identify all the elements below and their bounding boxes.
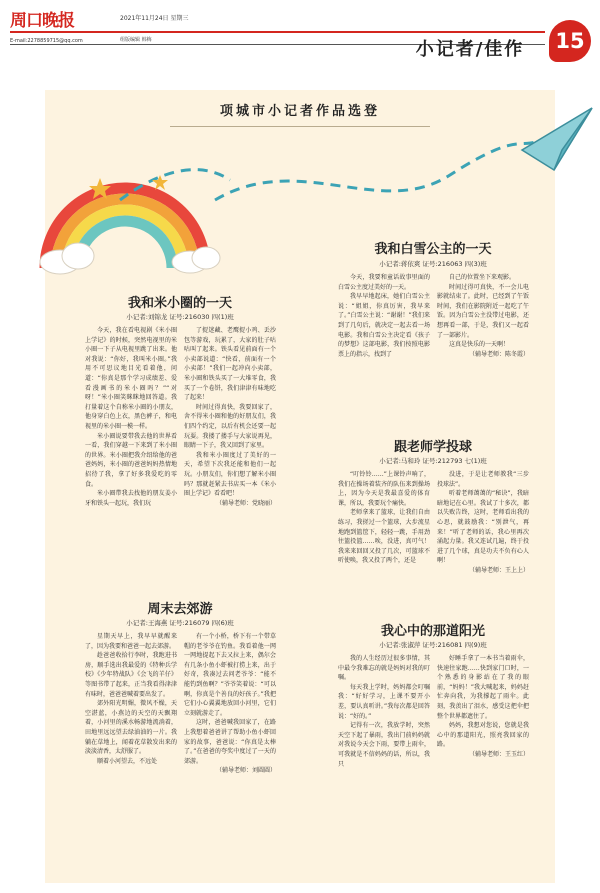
paragraph: 我和米小圈度过了美好的一天，希望下次我还能和他们一起玩。小朋友们，你们想了解米小圈吗？那就赶紧去书店买一本《米小圈上学记》看看吧！: [184, 451, 276, 498]
issue-date: 2021年11月24日 星期三: [120, 15, 189, 22]
paragraph: 我的人生经历过很多事情，其中最令我难忘的就是妈妈对我的叮嘱。: [338, 655, 430, 682]
editor-credit: 组版编辑 韩梅: [120, 37, 152, 43]
paragraph: 这真是快乐的一天啊！: [449, 341, 510, 349]
tutor-credit: （辅导老师：党晓丽）: [215, 499, 276, 507]
paragraph: 星期天早上，我早早就醒来了，因为我要和爸爸一起去郊游。: [85, 633, 177, 650]
paragraph: 今天，我在看电视剧《米小圈上学记》的时候，突然电视里的米小圈一下子从电视里跳了出来。他对我说：“你好，我叫米小圈。”我用不可思议地目光看着他，问道：“你真是那个学习成绩差、爱看漫画书的米小圈吗？”“对呀！”米小圈笑眯眯地回答道。我打量着这个自称米小圈的小朋友，他身穿白色上衣，黑色裤子，和电视里的米小圈一模一样。: [85, 327, 177, 430]
paragraph: 我早早地起床，她们白雪公主说：“姐姐，你真厉害，我早来了。”白雪公主说：“谢谢！”我们来到了几句后，就决定一起去看一场电影。我和白雪公主决定看《孩子的梦想》这部电影，我们按照电影票上的指示，找到了: [338, 293, 430, 358]
article-title: 我和白雪公主的一天: [374, 242, 492, 257]
paragraph: 每天我上学时，妈妈都会叮嘱我：“好好学习，上课不要开小差，要认真听讲。”我每次都是回答说：“好的。”: [338, 683, 430, 720]
paragraph: 米小圈说要带我去他的世界看一看，我们穿越一下来到了米小圈的世界。米小圈把我介绍给他的爸爸妈妈，米小圈的爸爸妈妈热情地招待了我，拿了好多我爱吃的零食。: [85, 432, 177, 488]
page-number-badge: 15: [549, 20, 591, 62]
paragraph: 今天，我要和童话故事里面的白雪公主度过美好的一天。: [338, 274, 430, 291]
panel-title: 项城市小记者作品选登: [219, 104, 380, 119]
article-title: 周末去郊游: [147, 602, 213, 617]
contact-email: E-mail:2278859715@qq.com: [10, 38, 83, 44]
tutor-credit: （辅导老师：陈冬霞）: [468, 350, 529, 358]
article-column: [85, 326, 177, 561]
article-column: [338, 470, 430, 590]
paragraph: “叮铃铃……”上课铃声响了，我们在操场着装齐的队伍来到操场上，因为今天是我最喜爱的体育课，所以，我要玩个痛快。: [338, 471, 430, 507]
paragraph: 这时，爸爸喊我回家了，在路上我想着爸爸讲了帮助小鱼小虾回家的故事，爸爸说：“你真是太棒了。”在爸爸的夸奖中度过了一天的郊游。: [184, 719, 276, 765]
article-title: 我心中的那道阳光: [380, 624, 485, 639]
article-column: [437, 470, 529, 590]
article-byline: 小记者:张淑萍 证号:216081 四(9)班: [379, 641, 487, 649]
paragraph: 顺着小河望去，不远处: [97, 757, 158, 765]
paragraph: 有一个小桥，桥下有一个带草帽的老爷爷在钓鱼。我看着他一网一网地提起下去又拉上来，偶尔会有几条小鱼小虾被打捞上来，出于好奇，我凑过去问老爷爷：“能不能钓到鱼啊？”爷爷笑着说：“可以啊，你真是个善良的好孩子。”我把它们小心翼翼地放回小河里，它们立刻就游走了。: [184, 633, 276, 717]
article-byline: 小记者:王海燕 证号:216079 四(6)班: [126, 619, 234, 627]
paragraph: 时间过得真快，我要回家了，舍不得米小圈和他的好朋友们，我们四个约定，以后有机会还要一起玩耍。我搂了搂手与大家说再见，眼睛一下子，我又回到了家里。: [184, 403, 276, 450]
article-byline: 小记者:马和玲 证号:212793 七(1)班: [379, 457, 487, 465]
tutor-credit: （辅导老师：刘圆圆）: [215, 767, 276, 775]
paragraph: 好睡手拿了一本书当着雨伞，快速往家跑……快到家门口时，一个熟悉的身影站在了我的眼前，“妈妈！”我大喊起来，妈妈赶忙奔向我，为我撑起了雨伞。此刻，我羡出了泪水，感受这把伞把整个世界都遮住了。: [437, 655, 529, 720]
article-column: [184, 326, 276, 561]
paragraph: 趁爸爸收拾行李时，我跑进书房，顺手选出我最爱的《特种兵学校》《少年特战队》《会飞的羊仔》等图书带了起来，正当我看得津津有味时，爸爸爸喊着要出发了。: [85, 652, 177, 698]
paragraph: 妈妈，我想对您说，您就是我心中的那道阳光，照亮我回家的路。: [437, 722, 529, 749]
article-column: [338, 273, 430, 405]
article-column: [184, 632, 276, 872]
masthead-rule: [10, 31, 545, 33]
paragraph: 了捉迷藏、老鹰捉小鸡、丢沙包等游戏，玩累了，大家的肚子咕咕叫了起来。铁头看见前面有一个小卖部说道：“快看，前面有一个小卖部！”我们一起冲向小卖部，米小圈和铁头买了一大堆零食，我买了一个卷饼，我们津津有味地吃了起来！: [184, 327, 276, 402]
article-column: [338, 654, 430, 854]
article-column: [437, 654, 529, 854]
article-byline: 小记者:蒋依爽 证号:216063 四(3)班: [379, 260, 487, 268]
article-byline: 小记者:刘锦龙 证号:216030 四(1)班: [126, 313, 234, 321]
article-title: 跟老师学投球: [393, 440, 472, 455]
paragraph: 郊外阳光明媚，微风不燥，天空湛蓝，小燕边的天空的天飘翔着，小河里的溪水畅游地流淌着，田地里远远望去绿油油的一片。我躺在草地上，闻着花草散发出来的淡淡清香，太舒服了。: [85, 700, 177, 756]
tutor-credit: （辅导老师：王上上）: [468, 566, 529, 574]
paragraph: 自己的位置坐下来观影。: [449, 274, 516, 281]
paragraph: 没进，于是让老师教我“三步投球法”。: [437, 471, 529, 488]
article-title: 我和米小圈的一天: [127, 296, 232, 311]
article-column: [437, 273, 529, 405]
article-column: [85, 632, 177, 872]
paragraph: 听着老师蔼蔼的“秘诀”，我暗暗地记在心里。我试了十多次，都以失败告终，这时，老师看出我的心思，就鼓励我：“别泄气，再来！”听了老师的话，我心里再次涌起力量。我又连试几遍，终于投进了几个球，真是功夫不负有心人啊！: [437, 490, 529, 565]
paragraph: 时间过得可真快，不一会儿电影就结束了。此时，已经到了午饭时间，我们在影院附近一起吃了午饭。因为白雪公主没带过电影，还想再看一部，于是，我们又一起看了一部影片。: [437, 283, 529, 339]
paragraph: 老师拿来了篮球，让我们自由练习，我搓过一个篮球，大步流星地跑到篮筐下，轻轻一跳，手用劲往篮投篮……唉，没进，真可气！我来来回回又投了几次，可篮球不听使唤，我又投了两个，还是: [338, 509, 430, 565]
newspaper-logo: 周口晚报: [10, 11, 74, 31]
panel-title-rule: [170, 126, 430, 127]
section-title: 小记者/佳作: [415, 39, 525, 60]
paragraph: 记得有一次，我放学时，突然天空下起了暴雨，我出门前妈妈就对我说今天会下雨，要带上雨伞，可我就是不信妈妈的话，所以，我只: [338, 722, 430, 768]
paragraph: 米小圈带我去找他的朋友姜小牙和铁头一起玩，我们玩: [85, 490, 177, 507]
tutor-credit: （辅导老师：王玉红）: [468, 750, 529, 758]
